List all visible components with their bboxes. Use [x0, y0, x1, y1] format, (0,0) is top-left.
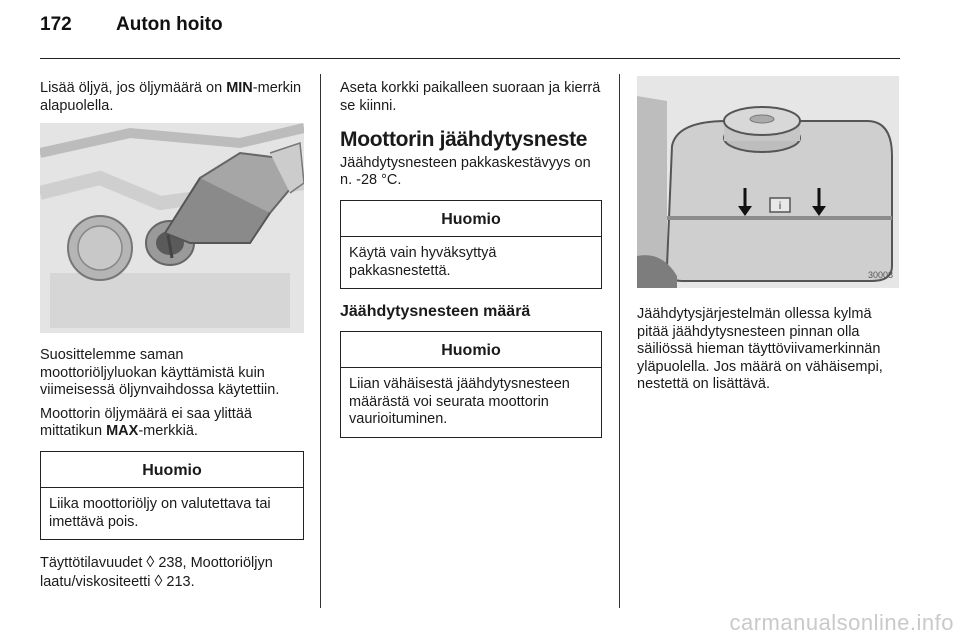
oil-fill-illustration — [40, 123, 304, 333]
column-3 — [637, 76, 899, 400]
cap-text: Aseta korkki paikalleen suoraan ja kierrä se kiinni. — [340, 80, 601, 114]
note-title: Huomio — [341, 332, 601, 369]
reference-text: Täyttötilavuudet ◊ 238, Moottoriöljyn laatu/viskositeetti ◊ 213. — [40, 554, 273, 590]
reference-arrow-icon: ◊ — [154, 572, 163, 590]
column-divider-1 — [320, 74, 321, 608]
svg-text:i: i — [778, 201, 782, 212]
column-2 — [340, 80, 602, 438]
antifreeze-text: Jäähdytysnesteen pakkaskestävyys on n. -28 °C. — [340, 154, 591, 188]
note-body: Liika moottoriöljy on valutettava tai imettävä pois. — [49, 496, 271, 530]
header-rule — [40, 58, 900, 59]
intro-text: Lisää öljyä, jos öljymäärä on MIN-merkin alapuolella. — [40, 80, 302, 114]
note-title: Huomio — [41, 452, 303, 489]
max-text: Moottorin öljymäärä ei saa ylittää mittatikun MAX-merkkiä. — [40, 405, 252, 439]
coolant-level-text: Jäähdytysjärjestelmän ollessa kylmä pitää jäähdytysnesteen pinnan olla säiliössä hieman täyttöviivamerkinnän yläpuolella. Jos määrä on vähäisempi, nestettä on lisättävä. — [637, 306, 883, 392]
page-number: 172 — [40, 14, 72, 35]
note-box-coolant-level — [340, 331, 602, 438]
column-divider-2 — [619, 74, 620, 608]
watermark: carmanualsonline.info — [729, 610, 954, 635]
section-heading: Moottorin jäähdytysneste — [340, 128, 588, 151]
note-box-antifreeze — [340, 200, 602, 290]
note-title: Huomio — [341, 201, 601, 238]
recommendation-text: Suosittelemme saman moottoriöljyluokan käyttämistä kuin viimeisessä öljynvaihdossa käytettiin. — [40, 347, 280, 398]
page-title: Auton hoito — [116, 14, 223, 35]
note-box-oil — [40, 451, 304, 541]
note-body: Liian vähäisestä jäähdytysnesteen määrästä voi seurata moottorin vaurioituminen. — [349, 376, 570, 427]
coolant-reservoir-illustration — [637, 76, 899, 288]
column-1 — [40, 80, 304, 597]
figure-number: 30008 — [867, 269, 893, 280]
note-body: Käytä vain hyväksyttyä pakkasnestettä. — [349, 245, 497, 279]
page-header — [40, 14, 223, 36]
subsection-heading: Jäähdytysnesteen määrä — [340, 303, 531, 320]
reference-arrow-icon: ◊ — [146, 554, 155, 571]
